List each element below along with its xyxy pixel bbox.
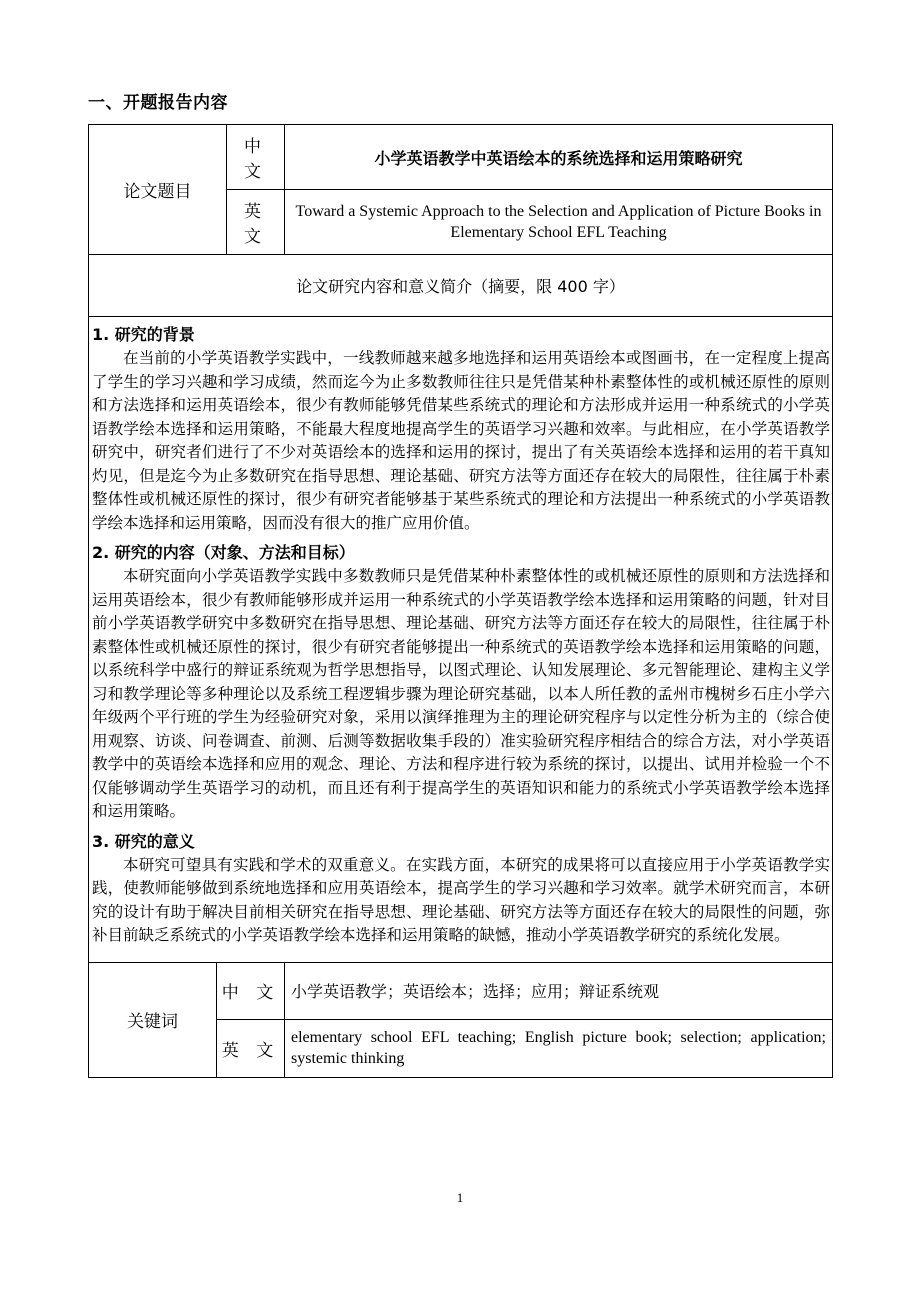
title-en-label: 英 文 <box>227 190 285 255</box>
thesis-title-en: Toward a Systemic Approach to the Selection and Application of Picture Books in Elementary School EFL Teaching <box>285 190 833 255</box>
section-title-background: 1. 研究的背景 <box>92 325 195 344</box>
keywords-en-label: 英 文 <box>217 1019 285 1077</box>
abstract-header: 论文研究内容和意义简介（摘要，限 400 字） <box>89 255 833 317</box>
section-title-significance: 3. 研究的意义 <box>92 831 195 851</box>
section-text-significance: 本研究可望具有实践和学术的双重意义。在实践方面，本研究的成果将可以直接应用于小学英语教学实践，使教师能够做到系统地选择和应用英语绘本，提高学生的学习兴趣和学习效率。就学术研究而言，本研究的设计有助于解决目前相关研究在指导思想、理论基础、研究方法等方面还存在较大的局限性的问题，弥补目前缺乏系统式的小学英语教学绘本选择和运用策略的缺憾，推动小学英语教学研究的系统化发展。 <box>92 855 830 944</box>
abstract-body <box>89 317 833 963</box>
thesis-title-label: 论文题目 <box>89 125 227 255</box>
page-number: 1 <box>456 1190 464 1205</box>
keywords-cn-label: 中 文 <box>217 962 285 1019</box>
section-text-background: 在当前的小学英语教学实践中，一线教师越来越多地选择和运用英语绘本或图画书，在一定程度上提高了学生的学习兴趣和学习成绩，然而迄今为止多数教师往往只是凭借某种朴素整体性的或机械还原性的原则和方法选择和运用英语绘本，很少有教师能够凭借某些系统式的理论和方法形成并运用一种系统式的小学英语教学绘本选择和运用策略，不能最大程度地提高学生的英语学习兴趣和效率。与此相应，在小学英语教学研究中，研究者们进行了不少对英语绘本的选择和运用的探讨，提出了有关英语绘本选择和运用的若干真知灼见，但是迄今为止多数研究在指导思想、理论基础、研究方法等方面还存在较大的局限性，往往属于朴素整体性或机械还原性的探讨，很少有研究者能够基于某些系统式的理论和方法提出一种系统式的小学英语教学绘本选择和运用策略，因而没有很大的推广应用价值。 <box>92 349 830 532</box>
keywords-cn: 小学英语教学；英语绘本；选择；应用；辩证系统观 <box>285 962 833 1019</box>
section-heading: 一、开题报告内容 <box>88 93 228 113</box>
keywords-en: elementary school EFL teaching; English picture book; selection; application; systemic thinking <box>285 1019 833 1077</box>
section-title-content: 2. 研究的内容（对象、方法和目标） <box>92 543 355 562</box>
section-text-content: 本研究面向小学英语教学实践中多数教师只是凭借某种朴素整体性的或机械还原性的原则和方法选择和运用英语绘本，很少有教师能够形成并运用一种系统式的小学英语教学绘本选择和运用策略的问题，针对目前小学英语教学研究中多数研究在指导思想、理论基础、研究方法等方面还存在较大的局限性，往往属于朴素整体性或机械还原性的探讨，很少有研究者能够提出一种系统式的英语教学绘本选择和运用策略的问题，以系统科学中盛行的辩证系统观为哲学思想指导，以图式理论、认知发展理论、多元智能理论、建构主义学习和教学理论等多种理论以及系统工程逻辑步骤为理论研究基础，以本人所任教的孟州市槐树乡石庄小学六年级两个平行班的学生为经验研究对象，采用以演绎推理为主的理论研究程序与以定性分析为主的（综合使用观察、访谈、问卷调查、前测、后测等数据收集手段的）准实验研究程序相结合的综合方法，对小学英语教学中的英语绘本选择和应用的观念、理论、方法和程序进行较为系统的探讨，以提出、试用并检验一个不仅能够调动学生英语学习的动机，而且还有利于提高学生的英语知识和能力的系统式小学英语教学绘本选择和运用策略。 <box>92 567 830 820</box>
title-cn-label: 中 文 <box>227 125 285 190</box>
keywords-label: 关键词 <box>89 962 217 1077</box>
proposal-table <box>88 124 833 1078</box>
thesis-title-cn: 小学英语教学中英语绘本的系统选择和运用策略研究 <box>285 125 833 190</box>
